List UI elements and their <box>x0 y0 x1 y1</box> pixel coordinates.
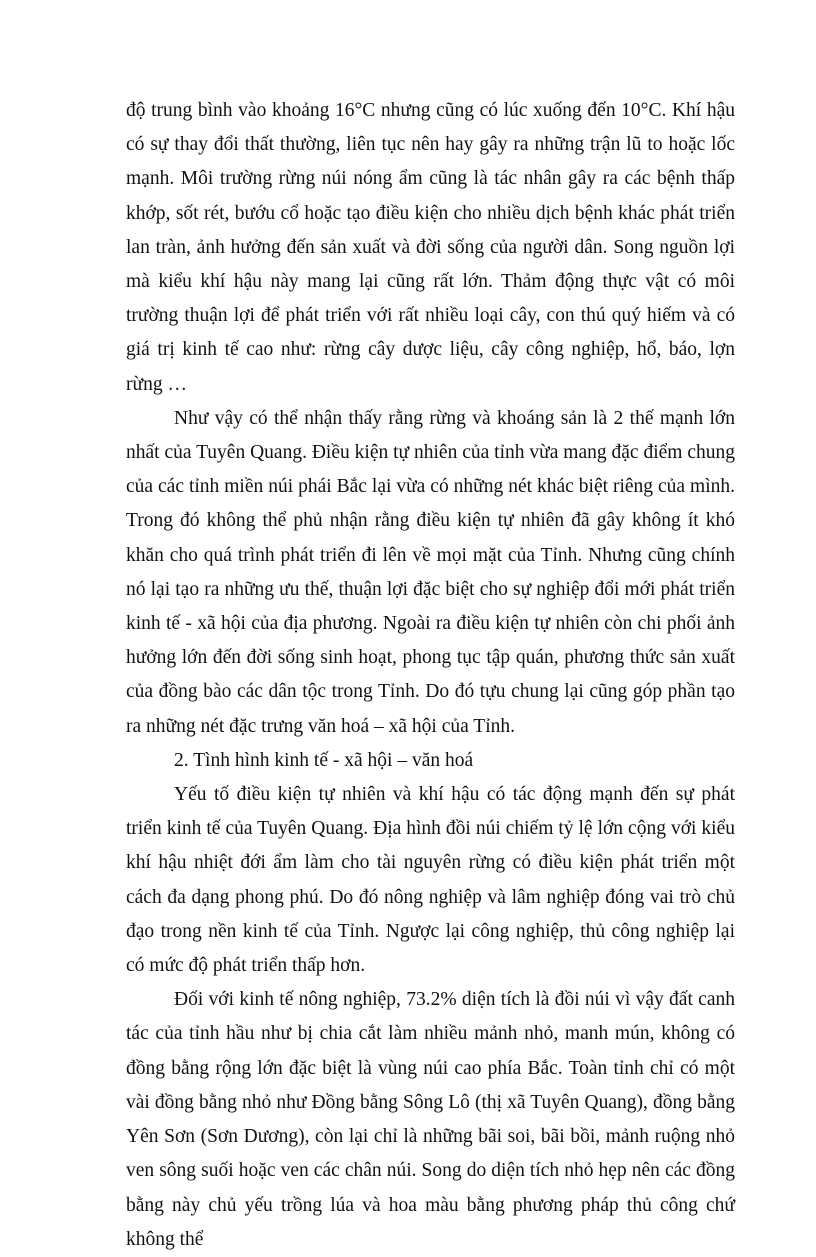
paragraph-climate: độ trung bình vào khoảng 16°C nhưng cũng có lúc xuống đến 10°C. Khí hậu có sự thay đổi thất thường, liên tục nên hay gây ra những trận lũ to hoặc lốc mạnh. Môi trường rừng núi nóng ẩm cũng là tác nhân gây ra các bệnh thấp khớp, sốt rét, bướu cổ hoặc tạo điều kiện cho nhiều dịch bệnh khác phát triển lan tràn, ảnh hưởng đến sản xuất và đời sống của người dân. Song nguồn lợi mà kiểu khí hậu này mang lại cũng rất lớn. Thảm động thực vật có môi trường thuận lợi để phát triển với rất nhiều loại cây, con thú quý hiếm và có giá trị kinh tế cao như: rừng cây dược liệu, cây công nghiệp, hổ, báo, lợn rừng … <box>126 100 735 395</box>
paragraph-economy-overview: Yếu tố điều kiện tự nhiên và khí hậu có tác động mạnh đến sự phát triển kinh tế của Tuyên Quang. Địa hình đồi núi chiếm tỷ lệ lớn cộng với kiểu khí hậu nhiệt đới ẩm làm cho tài nguyên rừng có điều kiện phát triển một cách đa dạng phong phú. Do đó nông nghiệp và lâm nghiệp đóng vai trò chủ đạo trong nền kinh tế của Tỉnh. Ngược lại công nghiệp, thủ công nghiệp lại có mức độ phát triển thấp hơn. <box>126 784 735 977</box>
section-heading: 2. Tình hình kinh tế - xã hội – văn hoá <box>174 749 474 771</box>
paragraph-agriculture: Đối với kinh tế nông nghiệp, 73.2% diện tích là đồi núi vì vậy đất canh tác của tỉnh hầu như bị chia cắt làm nhiều mảnh nhỏ, manh mún, không có đồng bằng rộng lớn đặc biệt là vùng núi cao phía Bắc. Toàn tỉnh chỉ có một vài đồng bằng nhỏ như Đồng bằng Sông Lô (thị xã Tuyên Quang), đồng bằng Yên Sơn (Sơn Dương), còn lại chỉ là những bãi soi, bãi bồi, mảnh ruộng nhỏ ven sông suối hoặc ven các chân núi. Song do diện tích nhỏ hẹp nên các đồng bằng này chủ yếu trồng lúa và hoa màu bằng phương pháp thủ công chứ không thể <box>126 989 735 1250</box>
paragraph-strengths-summary: Như vậy có thể nhận thấy rằng rừng và khoáng sản là 2 thế mạnh lớn nhất của Tuyên Quang. Điều kiện tự nhiên của tỉnh vừa mang đặc điểm chung của các tỉnh miền núi phái Bắc lại vừa có những nét khác biệt riêng của mình. Trong đó không thể phủ nhận rằng điều kiện tự nhiên đã gây không ít khó khăn cho quá trình phát triển đi lên về mọi mặt của Tỉnh. Nhưng cũng chính nó lại tạo ra những ưu thế, thuận lợi đặc biệt cho sự nghiệp đổi mới phát triển kinh tế - xã hội của địa phương. Ngoài ra điều kiện tự nhiên còn chi phối ảnh hưởng lớn đến đời sống sinh hoạt, phong tục tập quán, phương thức sản xuất của đồng bào các dân tộc trong Tỉnh. Do đó tựu chung lại cũng góp phần tạo ra những nét đặc trưng văn hoá – xã hội của Tỉnh. <box>126 407 735 737</box>
document-body <box>126 94 735 1257</box>
